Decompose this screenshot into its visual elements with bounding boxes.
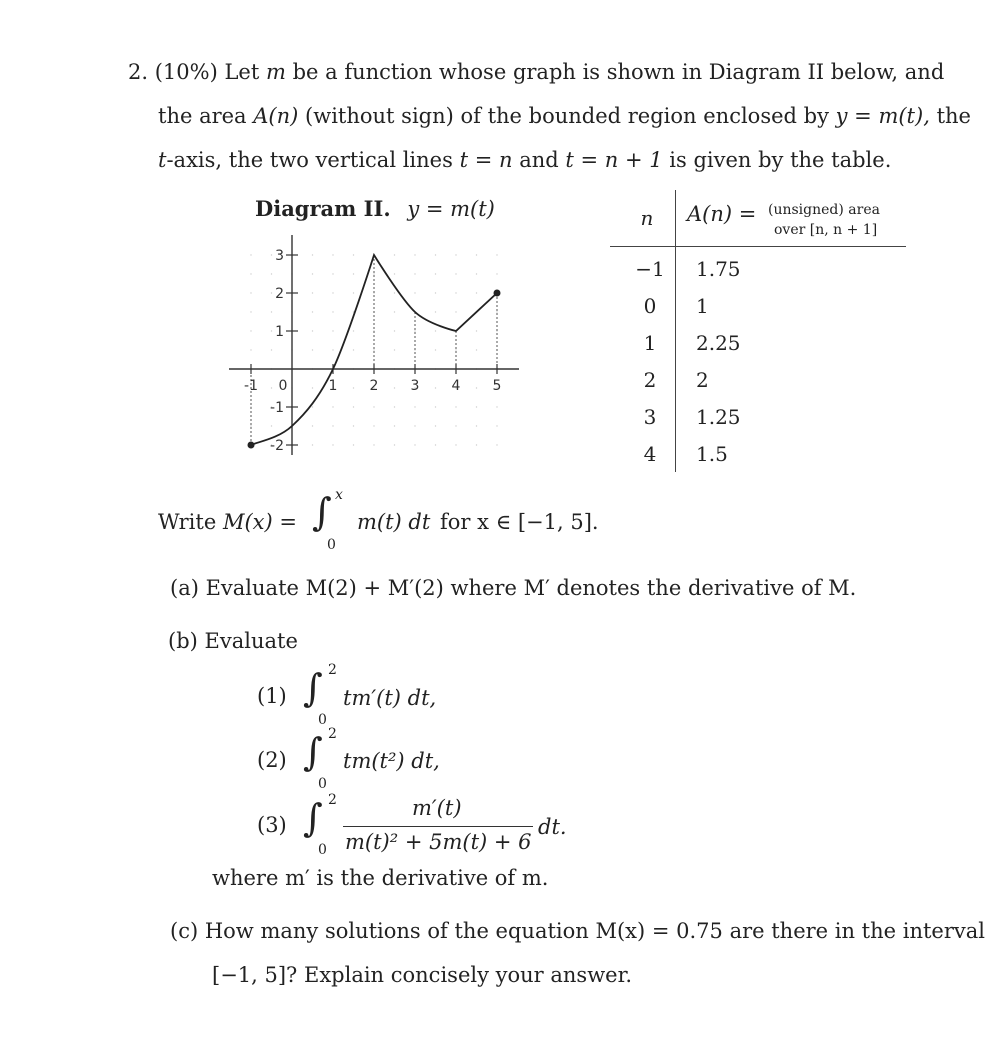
y-tick-label: 3 [275, 248, 284, 264]
x-tick-label: 5 [492, 378, 502, 394]
table-cell-n: 4 [643, 442, 657, 466]
grid-dot [312, 254, 313, 255]
grid-dot [271, 387, 272, 388]
part-b-label: (b) [168, 629, 198, 653]
grid-dot [394, 330, 395, 331]
grid-dot [496, 254, 497, 255]
integral-sign: ∫ [312, 490, 332, 534]
problem-number: 2. [128, 60, 149, 84]
grid-dot [394, 444, 395, 445]
problem-text: is given by the table. [669, 148, 892, 172]
grid-dot [435, 387, 436, 388]
problem-text: be a function whose graph is shown in Diagram II below, and [292, 60, 945, 84]
grid-dot [353, 273, 354, 274]
grid-dot [312, 406, 313, 407]
grid-dot [250, 292, 251, 293]
grid-dot [250, 425, 251, 426]
grid-dot [476, 292, 477, 293]
grid-dot [271, 254, 272, 255]
grid-dot [435, 254, 436, 255]
grid-dot [476, 273, 477, 274]
grid-dot [312, 292, 313, 293]
part-a [170, 576, 856, 600]
part-a-label: (a) [170, 576, 199, 600]
grid-dot [435, 330, 436, 331]
grid-dot [250, 330, 251, 331]
part-b3-denominator: m(t)² + 5m(t) + 6 [345, 830, 532, 854]
grid-dot [496, 425, 497, 426]
math-An: A(n) [253, 104, 299, 128]
grid-dot [312, 387, 313, 388]
grid-dot [332, 292, 333, 293]
integral-upper: 2 [328, 726, 337, 742]
grid-dot [455, 273, 456, 274]
grid-dot [250, 254, 251, 255]
grid-dot [332, 444, 333, 445]
problem-line-3 [158, 148, 891, 172]
grid-dot [435, 311, 436, 312]
grid-dot [394, 406, 395, 407]
table-cell-n: 2 [643, 368, 657, 392]
grid-dot [414, 406, 415, 407]
table-cell-n: −1 [635, 257, 665, 281]
table-cell-area: 1.5 [696, 442, 728, 466]
grid-dot [394, 273, 395, 274]
grid-dot [414, 444, 415, 445]
integral-lower: 0 [318, 712, 327, 728]
grid-dot [435, 425, 436, 426]
grid-dot [435, 349, 436, 350]
grid-dot [435, 444, 436, 445]
table-cell-area: 2.25 [696, 331, 741, 355]
grid-dot [394, 292, 395, 293]
table-cell-area: 2 [696, 368, 709, 392]
definition-domain: for x ∈ [−1, 5]. [440, 510, 599, 534]
math-t: t [158, 148, 167, 172]
definition-integrand: m(t) dt [357, 510, 431, 534]
grid-dot [455, 311, 456, 312]
table-header-note1: (unsigned) area [768, 202, 880, 218]
grid-dot [353, 254, 354, 255]
table-header-An: A(n) = [687, 202, 757, 226]
grid-dot [312, 349, 313, 350]
grid-dot [496, 311, 497, 312]
part-c-line-1 [170, 919, 985, 943]
diagram-title [255, 196, 495, 221]
grid-dot [476, 425, 477, 426]
definition-write: Write [158, 510, 217, 534]
grid-dot [496, 273, 497, 274]
area-table [610, 190, 910, 475]
grid-dot [312, 330, 313, 331]
grid-dot [312, 311, 313, 312]
grid-dot [332, 406, 333, 407]
grid-dot [455, 292, 456, 293]
problem-text: Let [224, 60, 260, 84]
definition-line [158, 510, 297, 534]
x-tick-label: 3 [410, 378, 420, 394]
part-b-text: Evaluate [204, 629, 298, 653]
grid-dot [373, 425, 374, 426]
grid-dot [394, 387, 395, 388]
grid-dot [332, 311, 333, 312]
grid-dot [476, 349, 477, 350]
grid-dot [476, 254, 477, 255]
grid-dot [332, 254, 333, 255]
grid-dot [271, 425, 272, 426]
grid-dot [435, 273, 436, 274]
math-y-eq: y = m(t), [835, 104, 930, 128]
y-tick-label: 2 [275, 286, 284, 302]
integral-sign: ∫ [303, 796, 323, 840]
grid-dot [455, 425, 456, 426]
grid-dot [435, 292, 436, 293]
table-horizontal-rule [610, 246, 906, 247]
grid-dot [250, 273, 251, 274]
diagram-title-eq: y = m(t) [407, 197, 495, 221]
integral-lower: 0 [318, 776, 327, 792]
diagram-title-bold: Diagram II. [255, 196, 391, 221]
grid-dot [476, 444, 477, 445]
part-b1-label: (1) [257, 684, 287, 708]
problem-points: (10%) [154, 60, 218, 84]
grid-dot [394, 311, 395, 312]
grid-dot [414, 254, 415, 255]
grid-dot [353, 425, 354, 426]
grid-dot [353, 349, 354, 350]
grid-dot [394, 425, 395, 426]
integral-upper: x [335, 487, 343, 503]
origin-label: 0 [278, 378, 288, 394]
definition-lhs: M(x) = [222, 510, 297, 534]
part-b3-label: (3) [257, 813, 287, 837]
integral-lower: 0 [327, 537, 336, 553]
table-vertical-rule [675, 190, 676, 472]
grid-dot [496, 406, 497, 407]
grid-dot [394, 349, 395, 350]
part-b-where: where m′ is the derivative of m. [212, 866, 549, 890]
table-cell-n: 1 [643, 331, 657, 355]
part-b3-tail: dt. [538, 815, 567, 839]
grid-dot [455, 406, 456, 407]
grid-dot [332, 425, 333, 426]
fraction-bar [343, 826, 533, 827]
grid-dot [250, 311, 251, 312]
math-t-eq-n: t = n [459, 148, 513, 172]
math-t-eq-n1: t = n + 1 [565, 148, 663, 172]
grid-dot [414, 425, 415, 426]
problem-text: and [519, 148, 559, 172]
integral-upper: 2 [328, 792, 337, 808]
grid-dot [394, 254, 395, 255]
grid-dot [353, 387, 354, 388]
problem-line-2 [158, 104, 971, 128]
grid-dot [373, 349, 374, 350]
grid-dot [271, 349, 272, 350]
grid-dot [312, 273, 313, 274]
grid-dot [476, 330, 477, 331]
grid-dot [271, 273, 272, 274]
grid-dot [353, 330, 354, 331]
part-c-label: (c) [170, 919, 199, 943]
grid-dot [332, 273, 333, 274]
grid-dot [312, 425, 313, 426]
table-cell-area: 1.75 [696, 257, 741, 281]
graph-m [220, 225, 530, 470]
endpoint-dot [494, 290, 501, 297]
part-b [168, 629, 298, 653]
table-cell-area: 1.25 [696, 405, 741, 429]
math-m: m [265, 60, 286, 84]
grid-dot [271, 330, 272, 331]
grid-dot [455, 254, 456, 255]
grid-dot [496, 444, 497, 445]
part-c-line-2: [−1, 5]? Explain concisely your answer. [212, 963, 632, 987]
problem-text: the area [158, 104, 247, 128]
problem-text: -axis, the two vertical lines [166, 148, 453, 172]
grid-dot [414, 330, 415, 331]
problem-line-1 [128, 60, 944, 84]
y-tick-label: 1 [275, 324, 284, 340]
grid-dot [353, 292, 354, 293]
grid-dot [312, 444, 313, 445]
table-cell-n: 0 [643, 294, 657, 318]
table-header-n: n [640, 206, 654, 230]
grid-dot [271, 292, 272, 293]
grid-dot [414, 292, 415, 293]
problem-text: (without sign) of the bounded region enclosed by [305, 104, 829, 128]
part-b2-integrand: tm(t²) dt, [343, 749, 440, 773]
grid-dot [332, 330, 333, 331]
part-c-text: How many solutions of the equation M(x) = 0.75 are there in the interval [204, 919, 985, 943]
part-b3-numerator: m′(t) [412, 796, 462, 820]
y-tick-label: -1 [270, 400, 284, 416]
grid-dot [353, 444, 354, 445]
grid-dot [332, 349, 333, 350]
grid-dot [476, 387, 477, 388]
table-header-note2: over [n, n + 1] [774, 222, 878, 238]
grid-dot [455, 349, 456, 350]
table-cell-area: 1 [696, 294, 709, 318]
x-tick-label: -1 [244, 378, 258, 394]
table-cell-n: 3 [643, 405, 657, 429]
grid-dot [271, 311, 272, 312]
x-tick-label: 2 [369, 378, 379, 394]
part-a-text: Evaluate M(2) + M′(2) where M′ denotes the derivative of M. [205, 576, 857, 600]
grid-dot [373, 444, 374, 445]
x-tick-label: 1 [328, 378, 338, 394]
grid-dot [250, 349, 251, 350]
problem-text: the [936, 104, 971, 128]
part-b2-label: (2) [257, 748, 287, 772]
grid-dot [414, 273, 415, 274]
grid-dot [353, 406, 354, 407]
endpoint-dot [248, 442, 255, 449]
grid-dot [373, 273, 374, 274]
grid-dot [455, 444, 456, 445]
x-tick-label: 4 [451, 378, 461, 394]
grid-dot [353, 311, 354, 312]
grid-dot [373, 406, 374, 407]
grid-dot [476, 406, 477, 407]
integral-lower: 0 [318, 842, 327, 858]
part-b1-integrand: tm′(t) dt, [343, 686, 437, 710]
integral-sign: ∫ [303, 730, 323, 774]
integral-upper: 2 [328, 662, 337, 678]
grid-dot [435, 406, 436, 407]
integral-sign: ∫ [303, 666, 323, 710]
y-tick-label: -2 [270, 438, 284, 454]
